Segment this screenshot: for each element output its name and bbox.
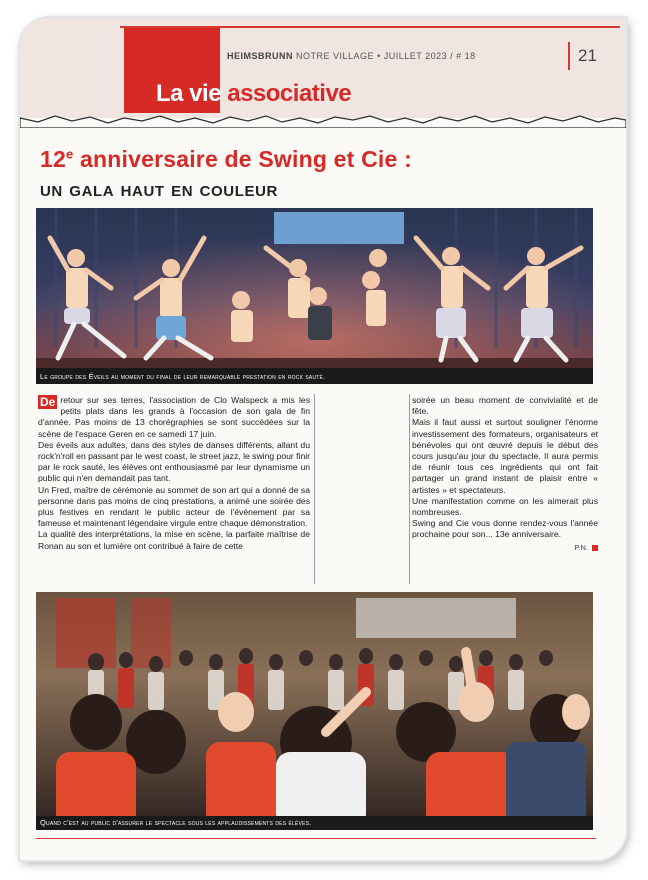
title-ordinal: e: [65, 146, 74, 162]
section-title-word1: La vie: [156, 80, 222, 107]
author-signature: [412, 542, 598, 553]
author-initials: P.N.: [574, 542, 588, 552]
section-title: [156, 80, 351, 108]
paragraph-intro: [38, 395, 310, 440]
audience-dance-photo: [36, 592, 593, 828]
page-number: 21: [568, 42, 597, 70]
torn-paper-edge: [20, 108, 626, 128]
article-column-right: [412, 395, 598, 553]
paragraph-6: Mais il faut aussi et surtout souligner l'énorme investissement des formateurs, organisateurs et bénévoles qui ont œuvré depuis le début des cours jusqu'au jour du spectacle. Il aura permis de réunir tous ces ingrédients qui ont fait partager un grand instant de plaisir entre « artistes » et spectateurs.: [412, 417, 598, 495]
paragraph-8: Swing and Cie vous donne rendez-vous l'année prochaine pour son... 13e anniversaire.: [412, 518, 598, 540]
column-divider-right: [409, 394, 410, 584]
paragraph-5: soirée un beau moment de convivialité et de fête.: [412, 395, 598, 417]
photo2-caption: Quand c'est au public d'assurer le spectacle sous les applaudissements des élèves.: [40, 818, 312, 827]
issue-label: JUILLET 2023 / # 18: [383, 51, 476, 61]
section-title-word2: associative: [227, 80, 352, 107]
paragraph-3: Un Fred, maître de cérémonie au sommet de son art qui a donné de sa personne dans pas moins de cinq prestations, a animé une soirée des plus festives en rendant le public acteur de l'événement par sa fameuse et maintenant légendaire virgule entre chaque démonstration.: [38, 484, 310, 529]
article-column-left: [38, 395, 310, 552]
stage-dance-photo: [36, 208, 593, 384]
stage-banner: [274, 212, 404, 244]
article-title: [40, 146, 412, 173]
paragraph-7: Une manifestation comme on les aimerait plus nombreuses.: [412, 495, 598, 518]
audience-dance-illustration: [36, 592, 593, 828]
bottom-rule: [36, 838, 596, 839]
running-head: HEIMSBRUNN NOTRE VILLAGE • JUILLET 2023 / # 18: [227, 51, 476, 61]
paragraph-4: La qualité des interprétations, la mise en scène, la parfaite maîtrise de Ronan au son et lumière ont contribué à faire de cette: [38, 529, 310, 551]
article-subtitle: un gala haut en couleur: [40, 178, 278, 201]
title-number: 12: [40, 146, 66, 172]
title-text: anniversaire de Swing et Cie :: [73, 146, 412, 172]
magazine-page: [20, 18, 626, 860]
photo1-caption: Le groupe des Éveils au moment du final de leur remarquable prestation en rock sauté.: [40, 372, 326, 381]
end-mark: [592, 545, 598, 551]
column-divider-left: [314, 394, 315, 584]
publication-name: HEIMSBRUNN: [227, 51, 294, 61]
dropcap: De: [40, 395, 56, 409]
paragraph-1: retour sur ses terres, l'association de Clo Walspeck a mis les petits plats dans les grands à l'occasion de son gala de fin d'année. Pas moins de 13 chorégraphies se sont succédées sur la scène de l'espace Geren en ce samedi 17 juin.: [38, 395, 310, 439]
stage-dance-illustration: [36, 208, 593, 384]
paragraph-2: Des éveils aux adultes, dans des styles de danses différents, allant du rock'n'roll en passant par le west coast, le street jazz, le swing pour finir par le rock sauté, les élèves ont enthousiasmé par leur dynamisme un public qui n'en demandait pas tant.: [38, 439, 310, 484]
series-name: NOTRE VILLAGE: [296, 51, 375, 61]
